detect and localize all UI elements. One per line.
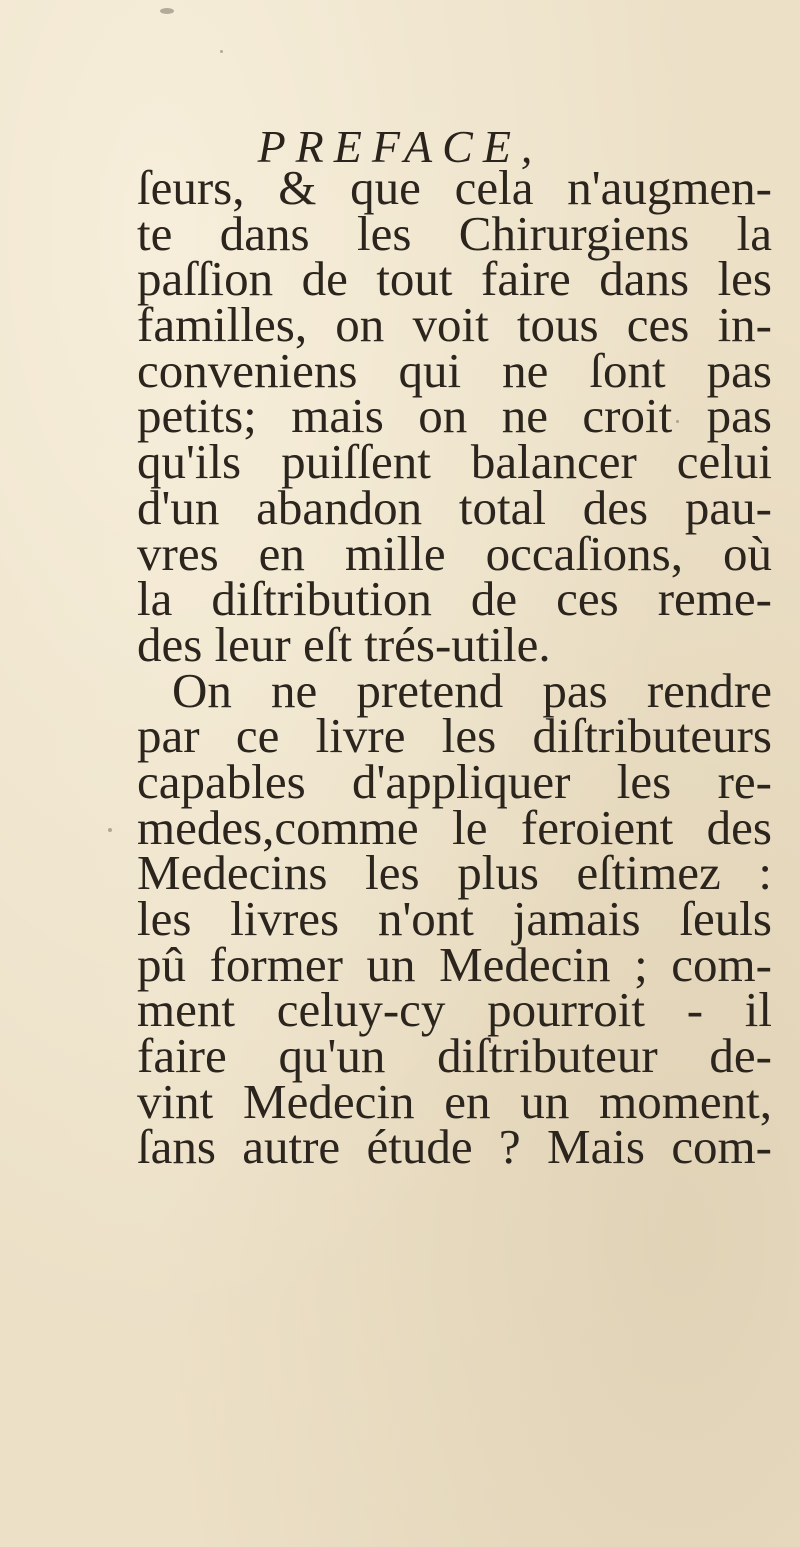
paragraph-start-line: On ne pretend pas rendre (172, 662, 772, 718)
text-line: qu'ils puiſſent balancer celui (137, 434, 772, 490)
text-line: ſeurs, & que cela n'augmen- (137, 160, 772, 215)
ink-speck (220, 50, 223, 53)
text-line: ment celuy-cy pourroit - il (137, 982, 772, 1038)
ink-speck (160, 8, 174, 14)
text-line: familles, on voit tous ces in- (137, 297, 772, 353)
text-line: les livres n'ont jamais ſeuls (137, 891, 772, 946)
body-text (137, 160, 772, 1175)
text-line: te dans les Chirurgiens la (137, 205, 772, 261)
text-line: ſans autre étude ? Mais com- (137, 1119, 772, 1175)
text-line: la diſtribution de ces reme- (137, 571, 772, 627)
page-header: PREFACE, (257, 121, 543, 172)
ink-speck (108, 828, 112, 832)
text-line: par ce livre les diſtributeurs (137, 708, 772, 764)
text-line: capables d'appliquer les re- (137, 753, 772, 809)
text-line: vres en mille occaſions, où (137, 525, 772, 581)
text-line: Medecins les plus eſtimez : (137, 845, 772, 901)
text-line: pû former un Medecin ; com- (137, 936, 772, 992)
text-line: petits; mais on ne croit pas (137, 388, 772, 444)
text-line: paſſion de tout faire dans les (137, 251, 772, 307)
paragraph-end-line: des leur eſt trés-utile. (137, 616, 551, 672)
text-line: faire qu'un diſtributeur de- (137, 1028, 772, 1084)
text-line: vint Medecin en un moment, (137, 1073, 772, 1129)
text-line: conveniens qui ne ſont pas (137, 342, 772, 398)
text-line: d'un abandon total des pau- (137, 479, 772, 535)
text-line: medes,comme le feroient des (137, 799, 772, 855)
